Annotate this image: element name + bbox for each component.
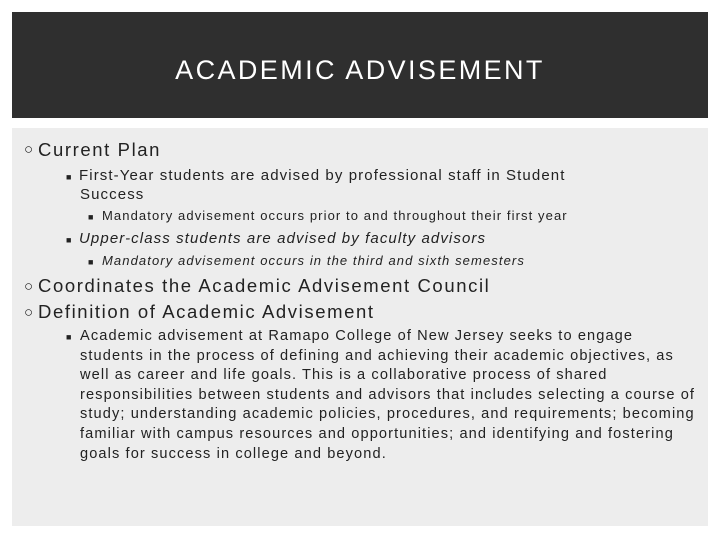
bullet-current-plan: Current Plan xyxy=(38,139,162,160)
bullet-upper-class: Upper-class students are advised by faculty advisors xyxy=(79,230,487,247)
square-bullet-icon: ■ xyxy=(66,172,72,182)
bullet-first-year-cont: Success xyxy=(80,186,145,203)
square-bullet-icon: ■ xyxy=(66,235,72,245)
bullet-definition: Definition of Academic Advisement xyxy=(38,301,375,322)
slide-title: ACADEMIC ADVISEMENT xyxy=(175,54,545,85)
hollow-circle-bullet-icon: ○ xyxy=(24,304,34,321)
content-area xyxy=(12,128,708,526)
square-bullet-icon: ■ xyxy=(88,257,94,267)
bullet-mandatory-semesters: Mandatory advisement occurs in the third and sixth semesters xyxy=(102,253,525,268)
hollow-circle-bullet-icon: ○ xyxy=(24,278,34,295)
square-bullet-icon: ■ xyxy=(88,212,94,222)
definition-paragraph: Academic advisement at Ramapo College of New Jersey seeks to engage students in the process of defining and achieving their academic objectives, as well as career and life goals. This is a collaborative process of shared responsibilities between students and advisors that includes selecting a course of study; understanding academic policies, procedures, and requirements; becoming familiar with campus resources and opportunities; and identifying and fostering goals for success in college and beyond. xyxy=(80,328,696,462)
square-bullet-icon: ■ xyxy=(66,332,72,342)
bullet-coordinates: Coordinates the Academic Advisement Council xyxy=(38,275,491,296)
hollow-circle-bullet-icon: ○ xyxy=(24,141,34,158)
bullet-mandatory-first-year: Mandatory advisement occurs prior to and throughout their first year xyxy=(102,208,568,223)
bullet-first-year: First-Year students are advised by professional staff in Student xyxy=(79,167,566,184)
title-bar xyxy=(12,12,708,118)
